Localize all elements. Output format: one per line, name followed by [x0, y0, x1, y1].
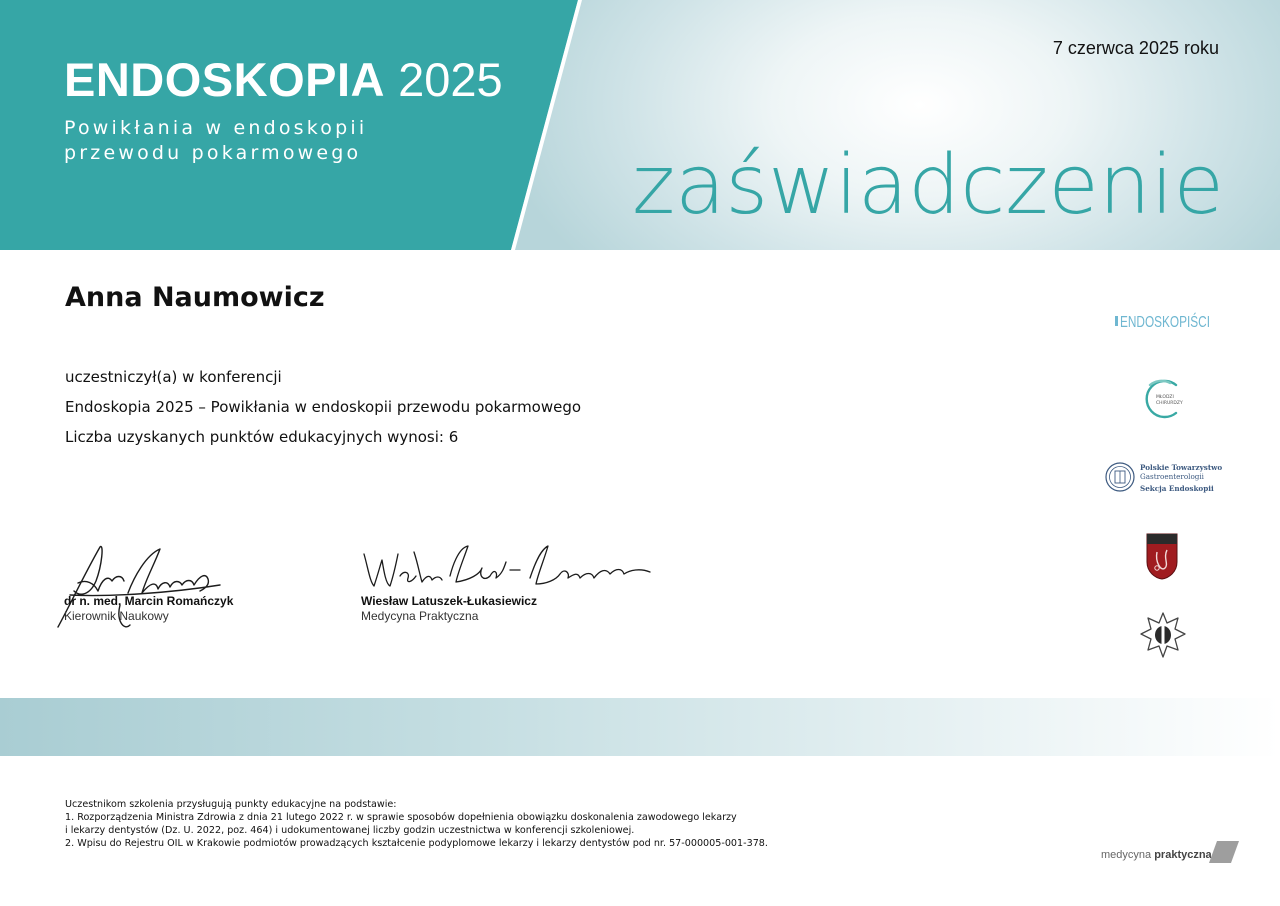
legal-footer — [65, 798, 768, 850]
signature-latuszek — [360, 538, 660, 598]
subtitle-line-2: przewodu pokarmowego — [64, 142, 362, 164]
decorative-band — [0, 698, 1280, 756]
publisher-bold: praktyczna — [1154, 849, 1212, 861]
ptg-line-2: Gastroenterologii — [1140, 472, 1204, 481]
footer-item-2: 2. Wpisu do Rejestru OIL w Krakowie podmiotów prowadzących kształcenie podyplomowe lekarzy i lekarzy dentystów pod nr. 57-000005-001-378. — [65, 838, 768, 849]
signer-1-name: dr n. med. Marcin Romańczyk — [64, 594, 234, 608]
footer-intro: Uczestnikom szkolenia przysługują punkty edukacyjne na podstawie: — [65, 799, 397, 810]
publisher-wordmark — [1101, 849, 1212, 861]
certificate-title: zaświadczenie — [632, 138, 1224, 233]
signer-1-role: Kierownik Naukowy — [64, 609, 169, 623]
certificate-header — [0, 0, 1280, 250]
signer-2 — [361, 594, 537, 623]
endoskopisci-logo-text: ENDOSKOPIŚCI — [1120, 314, 1238, 331]
endoskopisci-logo — [1115, 309, 1238, 333]
snake-star-logo — [1138, 610, 1188, 660]
recipient-name: Anna Naumowicz — [65, 282, 325, 313]
certificate-date: 7 czerwca 2025 roku — [1052, 38, 1219, 58]
ptg-line-1: Polskie Towarzystwo — [1140, 463, 1223, 472]
sekcja-chirurgii-shield-logo — [1145, 532, 1179, 580]
ptg-logo — [1105, 460, 1225, 496]
education-points: Liczba uzyskanych punktów edukacyjnych wynosi: 6 — [65, 428, 459, 446]
participation-text: uczestniczył(a) w konferencji — [65, 368, 282, 386]
signer-2-role: Medycyna Praktyczna — [361, 609, 479, 623]
publisher-mark-icon — [1209, 841, 1239, 863]
brand-year: 2025 — [398, 53, 503, 106]
signer-2-name: Wiesław Latuszek-Łukasiewicz — [361, 594, 537, 608]
mlodzi-chirurdzy-logo — [1138, 377, 1188, 421]
event-subtitle — [64, 116, 367, 166]
ptg-line-3: Sekcja Endoskopii — [1140, 484, 1214, 493]
conference-name: Endoskopia 2025 – Powikłania w endoskopii przewodu pokarmowego — [65, 398, 582, 416]
mlodzi-logo-line-1: MŁODZI — [1156, 395, 1174, 400]
brand-name: ENDOSKOPIA — [64, 53, 385, 106]
event-brand — [64, 52, 503, 108]
publisher-light: medycyna — [1101, 849, 1152, 861]
subtitle-line-1: Powikłania w endoskopii — [64, 117, 368, 139]
footer-item-1-line-1: 1. Rozporządzenia Ministra Zdrowia z dnia 21 lutego 2022 r. w sprawie sposobów dopełnienia obowiązku doskonalenia zawodowego lekarzy — [65, 812, 737, 823]
footer-item-1-line-2: i lekarzy dentystów (Dz. U. 2022, poz. 464) i udokumentowanej liczby godzin uczestnictwa w konferencji szkoleniowej. — [65, 825, 635, 836]
mlodzi-logo-line-2: CHIRURDZY — [1156, 401, 1183, 406]
signer-1 — [64, 594, 233, 623]
